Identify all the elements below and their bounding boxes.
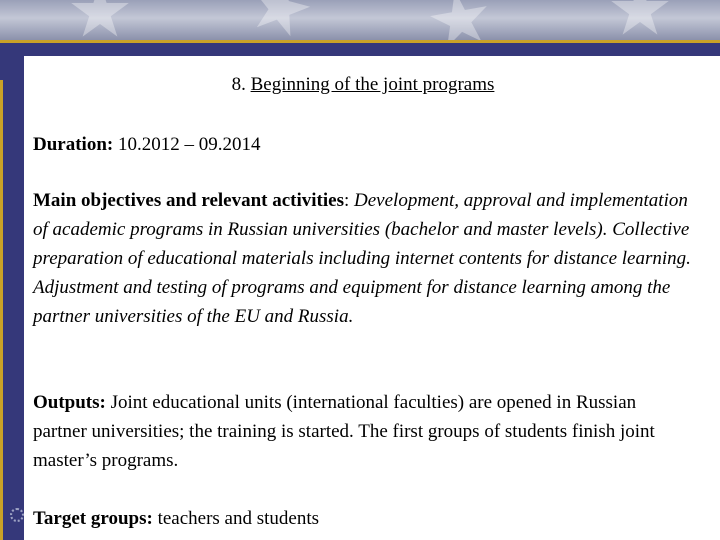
target-paragraph — [33, 504, 693, 533]
objectives-separator: : — [344, 190, 350, 211]
header-divider — [0, 40, 720, 43]
eu-star-icon — [610, 0, 670, 40]
objectives-paragraph — [33, 186, 693, 331]
outputs-text: Joint educational units (international faculties) are opened in Russian partner universities; the training is started. The first groups of students finish joint master’s programs. — [33, 392, 655, 471]
outputs-label: Outputs: — [33, 392, 106, 413]
heading-number: 8. — [231, 74, 246, 95]
eu-star-icon — [425, 0, 495, 40]
outputs-paragraph — [33, 388, 693, 475]
target-text: teachers and students — [157, 508, 320, 529]
heading-title: Beginning of the joint programs — [250, 74, 495, 95]
duration-value: 10.2012 – 09.2014 — [117, 134, 261, 155]
objectives-text: Development, approval and implementation of academic programs in Russian universities (bachelor and master levels). Collective preparation of educational materials including internet contents for distance learning. Adjustment and testing of programs and equipment for distance learning among the partner universities of the EU and Russia. — [33, 190, 691, 327]
objectives-label: Main objectives and relevant activities — [33, 190, 344, 211]
duration-paragraph — [33, 130, 693, 159]
eu-star-icon — [243, 0, 316, 40]
header-band — [0, 0, 720, 40]
left-accent-rule — [0, 80, 3, 540]
eu-star-icon — [70, 0, 130, 40]
slide-heading — [0, 74, 720, 96]
bullet-circle-icon — [10, 508, 24, 522]
target-label: Target groups: — [33, 508, 153, 529]
duration-label: Duration: — [33, 134, 114, 155]
